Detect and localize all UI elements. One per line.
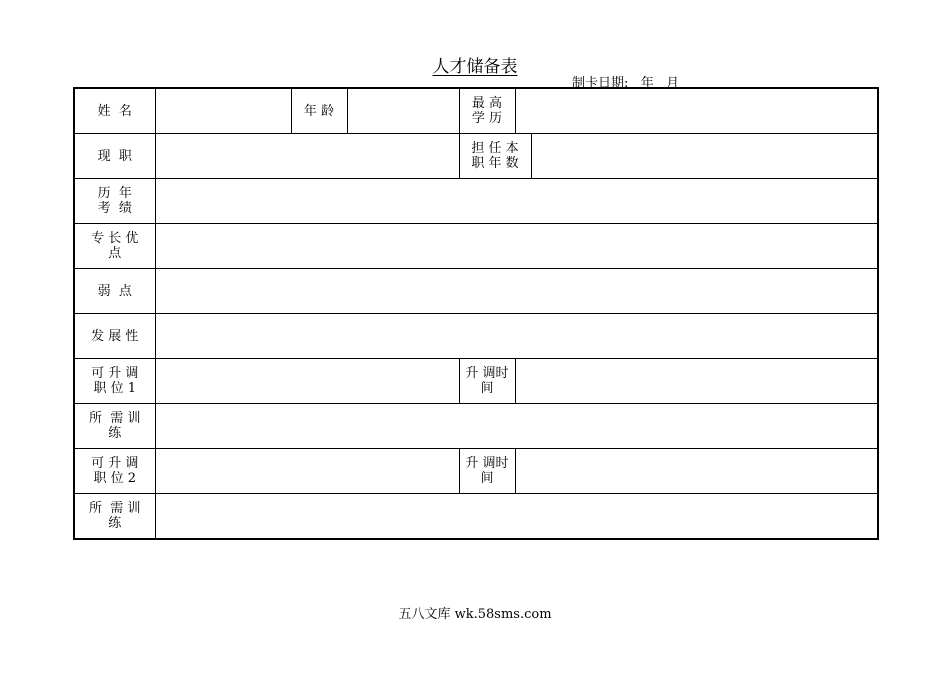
- row-current-position: [74, 134, 878, 179]
- row-promotable-position-1: [74, 359, 878, 404]
- row-weaknesses: [74, 269, 878, 314]
- strengths-field[interactable]: [155, 224, 878, 269]
- row-training-needed-1: [74, 404, 878, 449]
- weaknesses-field[interactable]: [155, 269, 878, 314]
- training-needed-1-field[interactable]: [155, 404, 878, 449]
- promotable-position-1-field[interactable]: [155, 359, 459, 404]
- age-field[interactable]: [347, 88, 459, 134]
- page-title: 人才储备表: [432, 57, 518, 77]
- card-date-label: 制卡日期: 年 月: [572, 76, 680, 91]
- performance-label: 历 年 考 绩: [74, 179, 155, 224]
- development-field[interactable]: [155, 314, 878, 359]
- years-in-position-field[interactable]: [531, 134, 878, 179]
- promotion-time-1-label: 升 调时 间: [459, 359, 515, 404]
- footer-watermark: 五八文库 wk.58sms.com: [398, 607, 552, 622]
- promotable-position-1-label: 可 升 调 职 位 1: [74, 359, 155, 404]
- current-position-field[interactable]: [155, 134, 459, 179]
- training-needed-1-label: 所 需 训 练: [74, 404, 155, 449]
- years-in-position-label: 担 任 本 职 年 数: [459, 134, 531, 179]
- strengths-label: 专 长 优 点: [74, 224, 155, 269]
- promotable-position-2-field[interactable]: [155, 449, 459, 494]
- name-field[interactable]: [155, 88, 291, 134]
- training-needed-2-label: 所 需 训 练: [74, 494, 155, 540]
- weaknesses-label: 弱 点: [74, 269, 155, 314]
- row-strengths: [74, 224, 878, 269]
- promotable-position-2-label: 可 升 调 职 位 2: [74, 449, 155, 494]
- development-label: 发 展 性: [74, 314, 155, 359]
- promotion-time-2-label: 升 调时 间: [459, 449, 515, 494]
- row-promotable-position-2: [74, 449, 878, 494]
- education-label: 最 高 学 历: [459, 88, 515, 134]
- performance-field[interactable]: [155, 179, 878, 224]
- talent-reserve-form: [73, 87, 879, 540]
- promotion-time-2-field[interactable]: [515, 449, 878, 494]
- education-field[interactable]: [515, 88, 878, 134]
- promotion-time-1-field[interactable]: [515, 359, 878, 404]
- age-label: 年 龄: [291, 88, 347, 134]
- name-label: 姓 名: [74, 88, 155, 134]
- training-needed-2-field[interactable]: [155, 494, 878, 540]
- row-training-needed-2: [74, 494, 878, 540]
- row-name: [74, 88, 878, 134]
- row-development: [74, 314, 878, 359]
- current-position-label: 现 职: [74, 134, 155, 179]
- row-performance: [74, 179, 878, 224]
